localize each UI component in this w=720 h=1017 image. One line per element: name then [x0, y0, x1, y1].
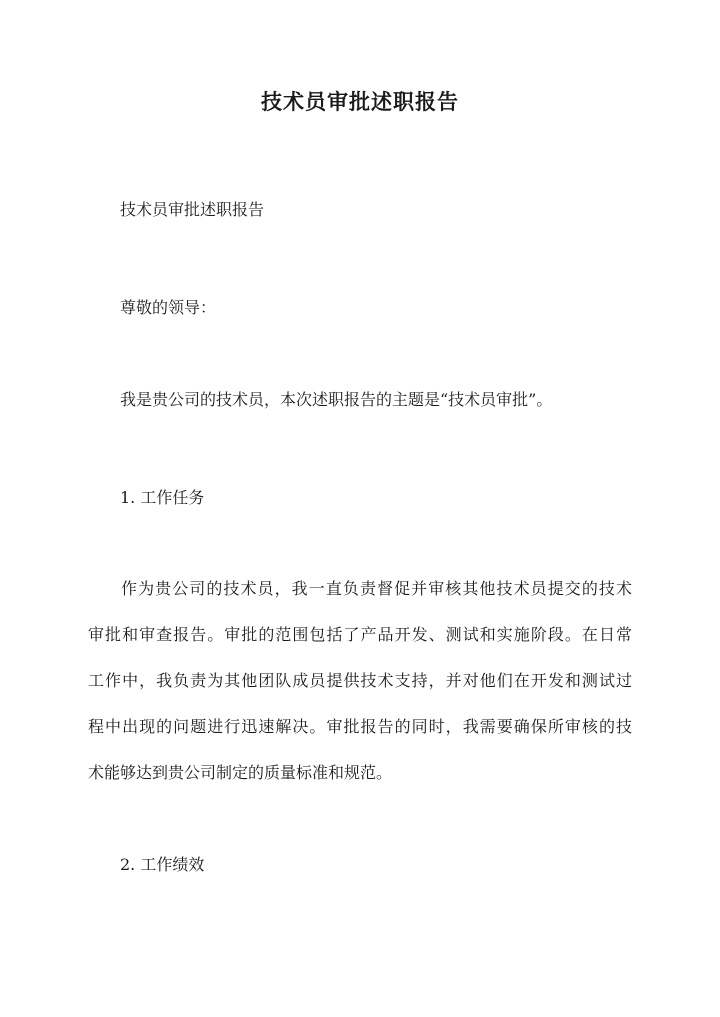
document-title: 技术员审批述职报告 [261, 89, 459, 114]
paragraph-line: 工作中，我负责为其他团队成员提供技术支持，并对他们在开发和测试过 [88, 671, 632, 690]
intro-paragraph: 我是贵公司的技术员，本次述职报告的主题是“技术员审批”。 [120, 390, 553, 409]
work-tasks-paragraph [88, 573, 632, 803]
document-subtitle: 技术员审批述职报告 [120, 200, 265, 219]
paragraph-line: 程中出现的问题进行迅速解决。审批报告的同时，我需要确保所审核的技 [88, 717, 632, 736]
paragraph-line: 术能够达到贵公司制定的质量标准和规范。 [88, 763, 393, 782]
greeting-line: 尊敬的领导： [120, 298, 217, 317]
section-heading-work-performance: 2. 工作绩效 [120, 855, 205, 874]
paragraph-line: 审批和审查报告。审批的范围包括了产品开发、测试和实施阶段。在日常 [88, 625, 632, 644]
paragraph-line: 作为贵公司的技术员，我一直负责督促并审核其他技术员提交的技术 [121, 579, 632, 598]
section-heading-work-tasks: 1. 工作任务 [120, 488, 205, 507]
